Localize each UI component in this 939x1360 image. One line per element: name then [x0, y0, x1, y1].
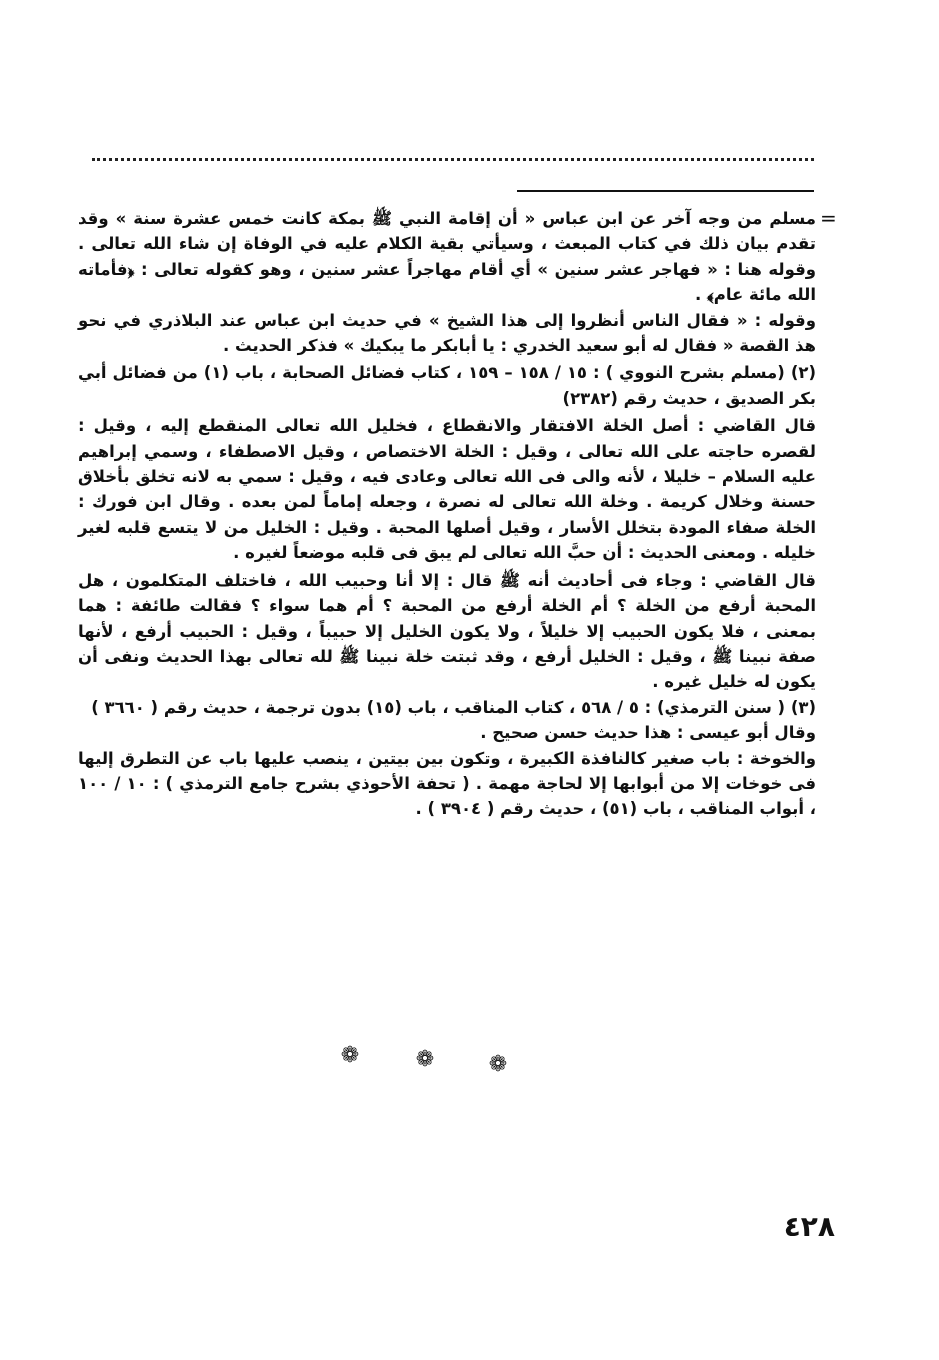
footnote-paragraph: قال القاضي : أصل الخلة الافتقار والانقطاع ، فخليل الله تعالى المنقطع إليه ، وقيل : لقصره حاجته على الله تعالى ، وقيل : الخلة الاختصاص ، وقيل الاصطفاء ، وسمي إبراهيم عليه السلام – خليلا ، لأنه والى فى الله تعالى وعادى فيه ، وقيل : سمي به لانه تخلق بأخلاق حسنة وخلال كريمة . وخلة الله تعالى له نصرة ، وجعله إماماً لمن بعده . وقال ابن فورك : الخلة صفاء المودة بتخلل الأسار ، وقيل أصلها المحبة . وقيل : الخليل من لا يتسع قلبه لغير خليله . ومعنى الحديث : أن حبَّ الله تعالى لم يبق فى قلبه موضعاً لغيره .: [78, 416, 816, 563]
flower-ornament-icon: ❁: [415, 1047, 435, 1072]
dotted-separator: [92, 158, 814, 161]
footnote-paragraph: والخوخة : باب صغير كالنافذة الكبيرة ، وتكون بين بيتين ، ينصب عليها باب عن التطرق إليها فى خوخات إلا من أبوابها إلا لحاجة مهمة . ( تحفة الأحوذي بشرح جامع الترمذي ) : ١٠ / ١٠٠ ، أبواب المناقب ، باب (٥١) ، حديث رقم ( ٣٩٠٤ ) .: [78, 748, 817, 819]
footnote-paragraph: مسلم من وجه آخر عن ابن عباس « أن إقامة النبي ﷺ بمكة كانت خمس عشرة سنة » وقد تقدم بيان ذلك في كتاب المبعث ، وسيأتي بقية الكلام عليه في الوفاة إن شاء الله تعالى . وقوله هنا : « فهاجر عشر سنين » أي أقام مهاجراً عشر سنين ، وهو كقوله تعالى : ﴿فأماته الله مائة عام﴾ .: [78, 209, 816, 305]
footnote-paragraph: قال القاضي : وجاء فى أحاديث أنه ﷺ قال : إلا أنا وحبيب الله ، فاختلف المتكلمون ، هل المحبة أرفع من الخلة ؟ أم الخلة أرفع من المحبة ؟ أم هما سواء ؟ فقالت طائفة : هما بمعنى ، فلا يكون الحبيب إلا خليلاً ، ولا يكون الخليل إلا حبيباً ، وقيل : الحبيب أرفع ، لأنها صفة نبينا ﷺ ، وقيل : الخليل أرفع ، وقد ثبتت خلة نبينا ﷺ لله تعالى بهذا الحديث ونفى أن يكون له خليل غيره .: [78, 570, 816, 692]
footnote-reference: (٣) ( سنن الترمذي) : ٥ / ٥٦٨ ، كتاب المناقب ، باب (١٥) بدون ترجمة ، حديث رقم ( ٣٦٦٠ ): [91, 697, 816, 717]
flower-ornament-icon: ❁: [488, 1052, 508, 1077]
footnote-rule: [517, 190, 814, 192]
ornament-divider: [330, 1044, 520, 1084]
footnote-paragraph: وقوله : « فقال الناس أنظروا إلى هذا الشيخ » في حديث ابن عباس عند البلاذري في نحو هذ القصة « فقال له أبو سعيد الخدري : يا أبابكر ما يبكيك » فذكر الحديث .: [78, 310, 816, 356]
footnote-paragraph: وقال أبو عيسى : هذا حديث حسن صحيح .: [480, 723, 816, 743]
footnotes-block: [78, 206, 816, 822]
page-number: ٤٢٨: [783, 1210, 835, 1243]
continuation-mark: =: [820, 206, 837, 230]
footnote-reference: (٢) (مسلم بشرح النووي ) : ١٥ / ١٥٨ – ١٥٩ ، كتاب فضائل الصحابة ، باب (١) من فضائل أبي بكر الصديق ، حديث رقم (٢٣٨٢): [78, 363, 816, 408]
flower-ornament-icon: ❁: [340, 1043, 360, 1068]
